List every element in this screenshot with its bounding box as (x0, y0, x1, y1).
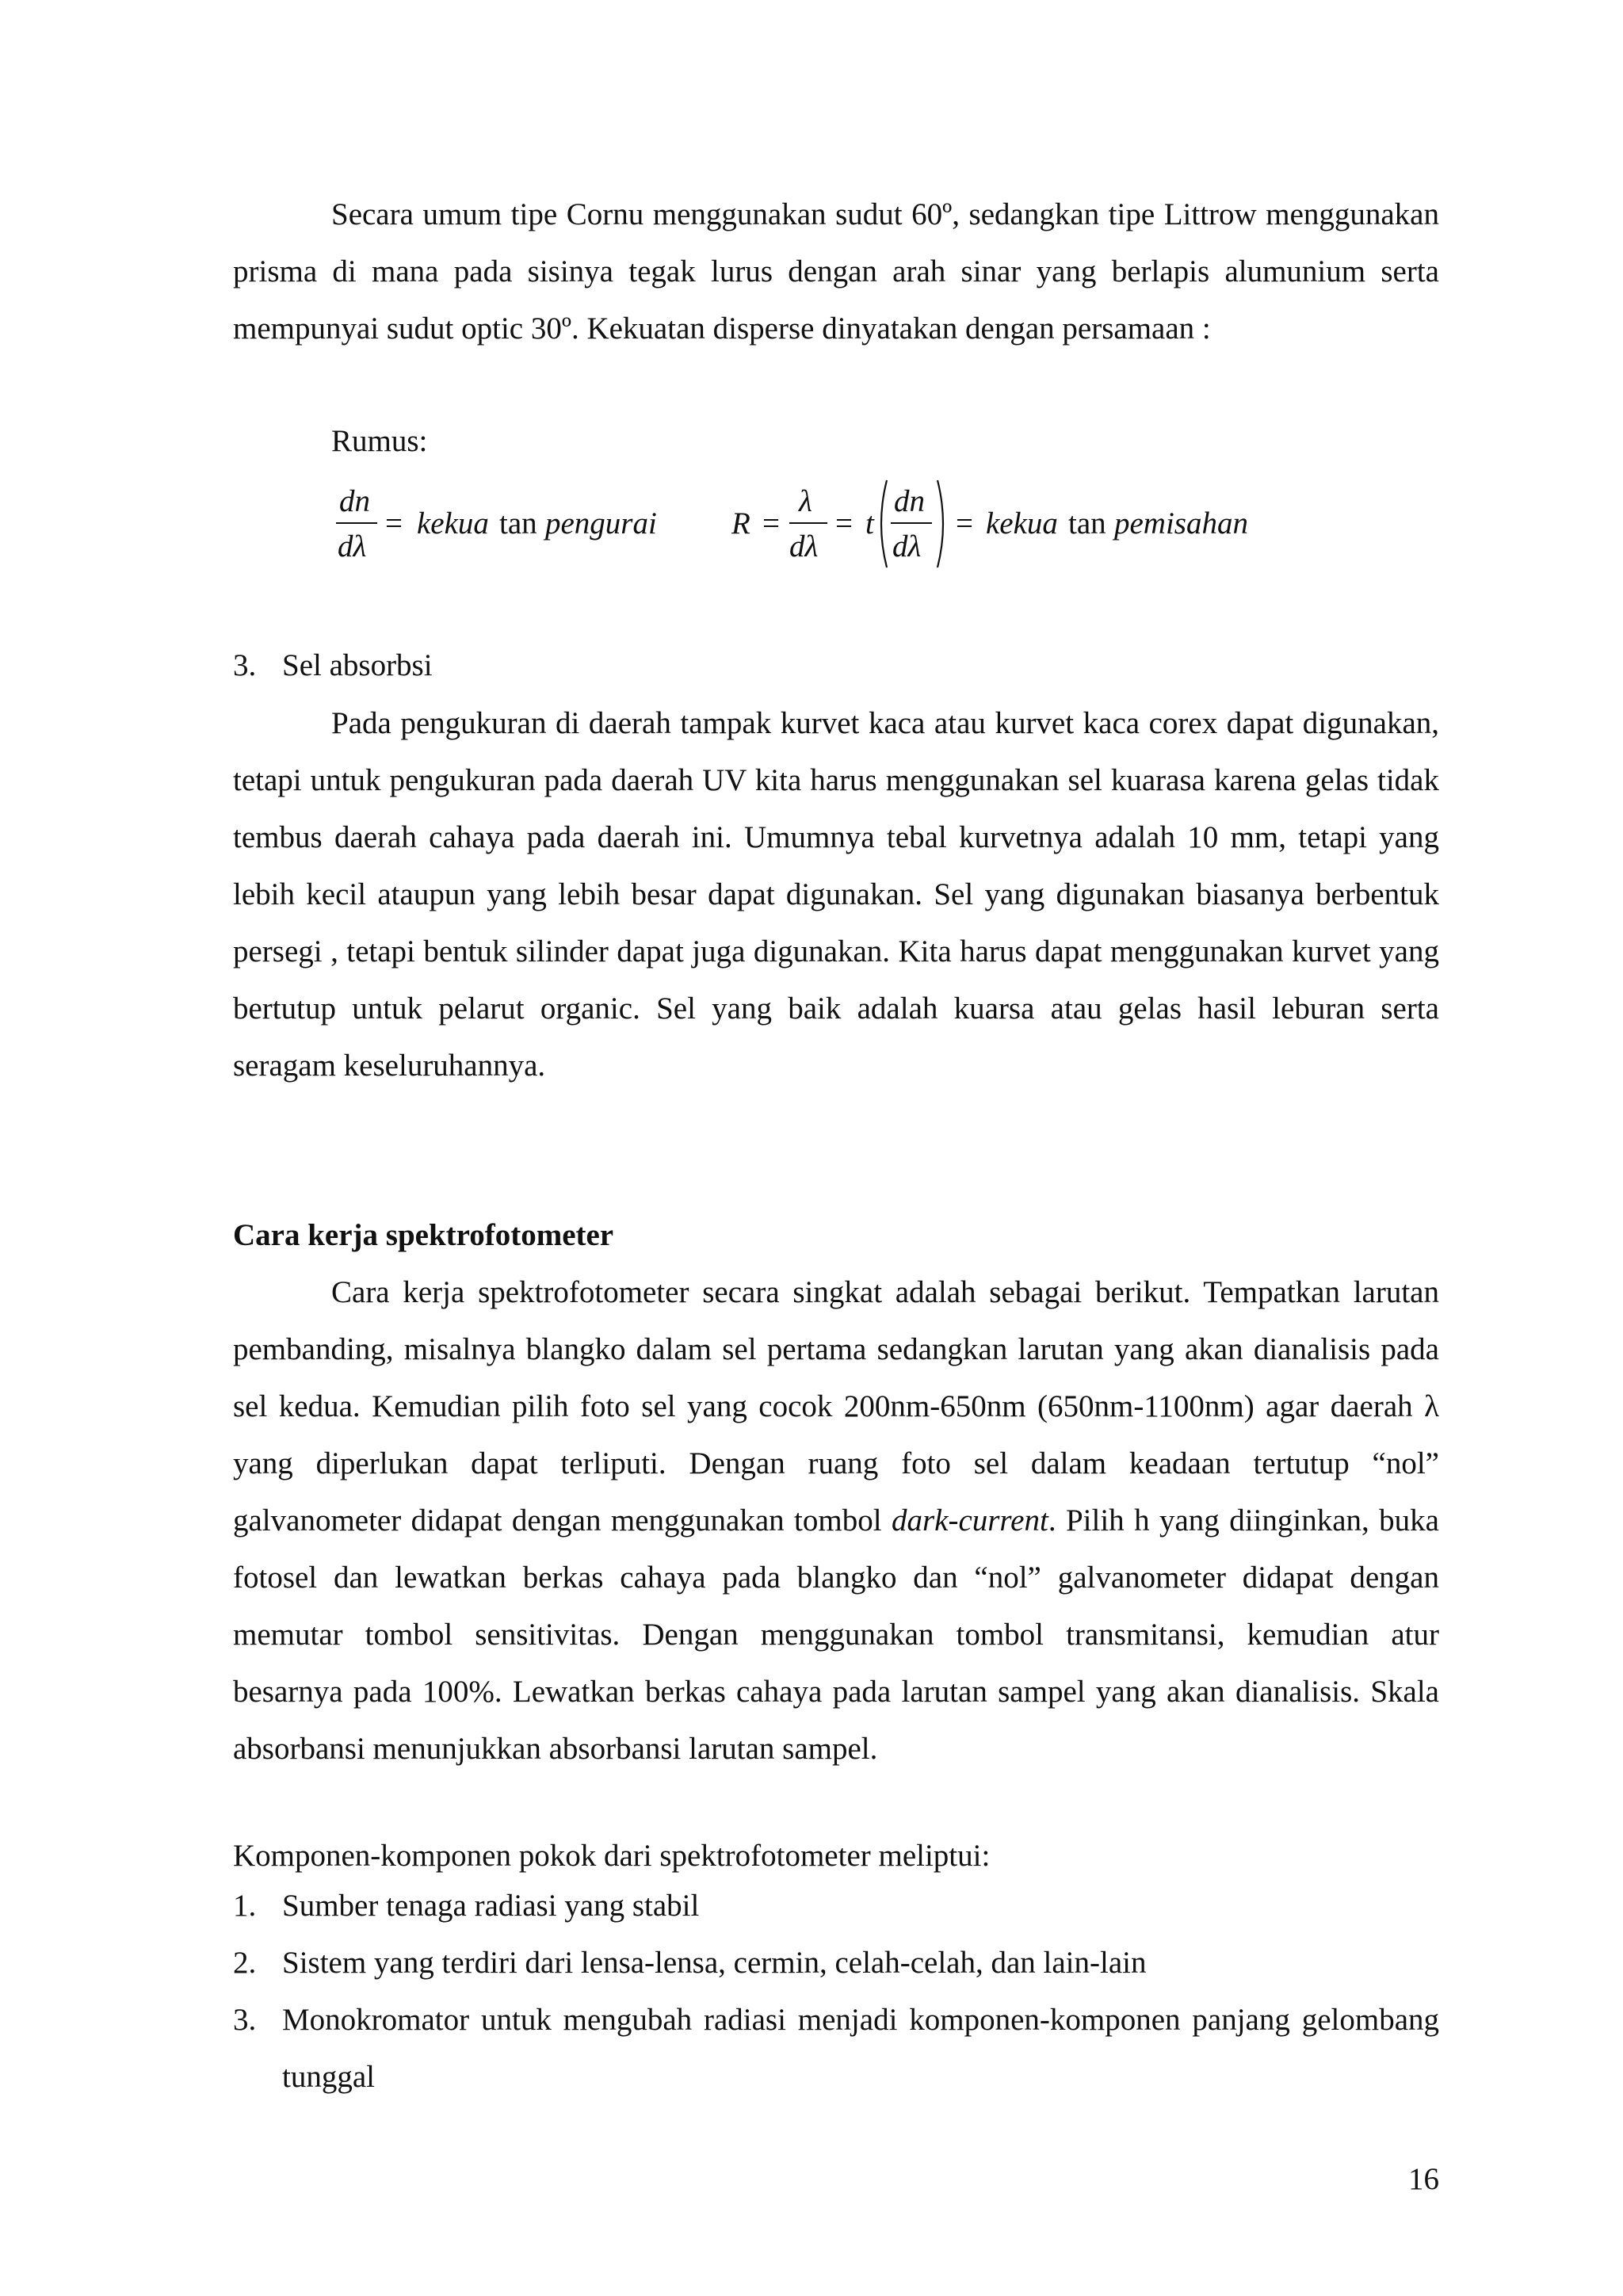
cara-kerja-paragraph (233, 1264, 1439, 1778)
formula1-fraction-bar (336, 522, 377, 524)
formula2-fraction-bar-2 (891, 522, 932, 524)
cara-kerja-text-b: . Pilih h yang diinginkan, buka fotosel dan lewatkan berkas cahaya pada blangko dan “nol” galvanometer didapat dengan memutar tombol sensitivitas. Dengan menggunakan tombol transmitansi, kemudian atur besarnya pada 100%. Lewatkan berkas cahaya pada larutan sampel yang akan dianalisis. Skala absorbansi menunjukkan absorbansi larutan sampel. (233, 1503, 1439, 1766)
section3-paragraph: Pada pengukuran di daerah tampak kurvet kaca atau kurvet kaca corex dapat digunakan, tetapi untuk pengukuran pada daerah UV kita harus menggunakan sel kuarasa karena gelas tidak tembus daerah cahaya pada daerah ini. Umumnya tebal kurvetnya adalah 10 mm, tetapi yang lebih kecil ataupun yang lebih besar dapat digunakan. Sel yang digunakan biasanya berbentuk persegi , tetapi bentuk silinder dapat juga digunakan. Kita harus dapat menggunakan kurvet yang bertutup untuk pelarut organic. Sel yang baik adalah kuarsa atau gelas hasil leburan serta seragam keseluruhannya. (233, 706, 1439, 1083)
list-item-text: Monokromator untuk mengubah radiasi menjadi komponen-komponen panjang gelombang tunggal (282, 2003, 1439, 2094)
formula2-equals-3: = (956, 506, 973, 541)
komponen-intro: Komponen-komponen pokok dari spektrofotometer meliptui: (233, 1839, 991, 1873)
formula2-denominator-2: dλ (892, 529, 922, 563)
formula2-lhs: R (731, 506, 750, 541)
right-parenthesis (935, 479, 951, 569)
formula2-denominator-1: dλ (789, 529, 819, 563)
section3-title: Sel absorbsi (282, 648, 433, 682)
cara-kerja-heading: Cara kerja spektrofotometer (233, 1218, 614, 1252)
list-item-number: 1. (233, 1889, 257, 1923)
list-item-text: Sumber tenaga radiasi yang stabil (282, 1889, 700, 1923)
page-number: 16 (1408, 2162, 1439, 2196)
formula1-rhs-b: tan (499, 506, 537, 541)
formula1-equals: = (385, 506, 403, 541)
formula2-numerator-2: dn (894, 484, 925, 518)
cara-kerja-text-a: Cara kerja spektrofotometer secara singkat adalah sebagai berikut. Tempatkan larutan pembanding, misalnya blangko dalam sel pertama sedangkan larutan yang akan dianalisis pada sel kedua. Kemudian pilih foto sel yang cocok 200nm-650nm (650nm-1100nm) agar daerah λ yang diperlukan dapat terliputi. Dengan ruang foto sel dalam keadaan tertutup “nol” galvanometer didapat dengan menggunakan tombol (233, 1275, 1439, 1538)
cara-kerja-italic-term: dark-current (891, 1503, 1048, 1538)
formula2-equals-1: = (762, 506, 780, 541)
formula1-rhs-c: pengurai (545, 506, 657, 541)
list-item-text: Sistem yang terdiri dari lensa-lensa, cermin, celah-celah, dan lain-lain (282, 1946, 1147, 1980)
section3-number: 3. (233, 648, 257, 682)
formula2-fraction-bar-1 (789, 522, 827, 524)
formula1-denominator: dλ (338, 529, 367, 563)
list-item-number: 2. (233, 1946, 257, 1980)
formula1-numerator: dn (339, 484, 370, 518)
formula2-rhs-a: kekua (986, 506, 1058, 541)
formula2-equals-2: = (835, 506, 853, 541)
formula2-t: t (865, 506, 874, 541)
list-item-number: 3. (233, 2003, 257, 2037)
formula2-rhs-c: pemisahan (1114, 506, 1248, 541)
left-parenthesis (873, 479, 889, 569)
rumus-label: Rumus: (331, 424, 428, 458)
formula1-rhs-a: kekua (417, 506, 489, 541)
intro-paragraph: Secara umum tipe Cornu menggunakan sudut 60º, sedangkan tipe Littrow menggunakan prisma di mana pada sisinya tegak lurus dengan arah sinar yang berlapis alumunium serta mempunyai sudut optic 30º. Kekuatan disperse dinyatakan dengan persamaan : (233, 197, 1439, 346)
formula2-rhs-b: tan (1068, 506, 1106, 541)
formula2-numerator-1: λ (799, 484, 812, 518)
